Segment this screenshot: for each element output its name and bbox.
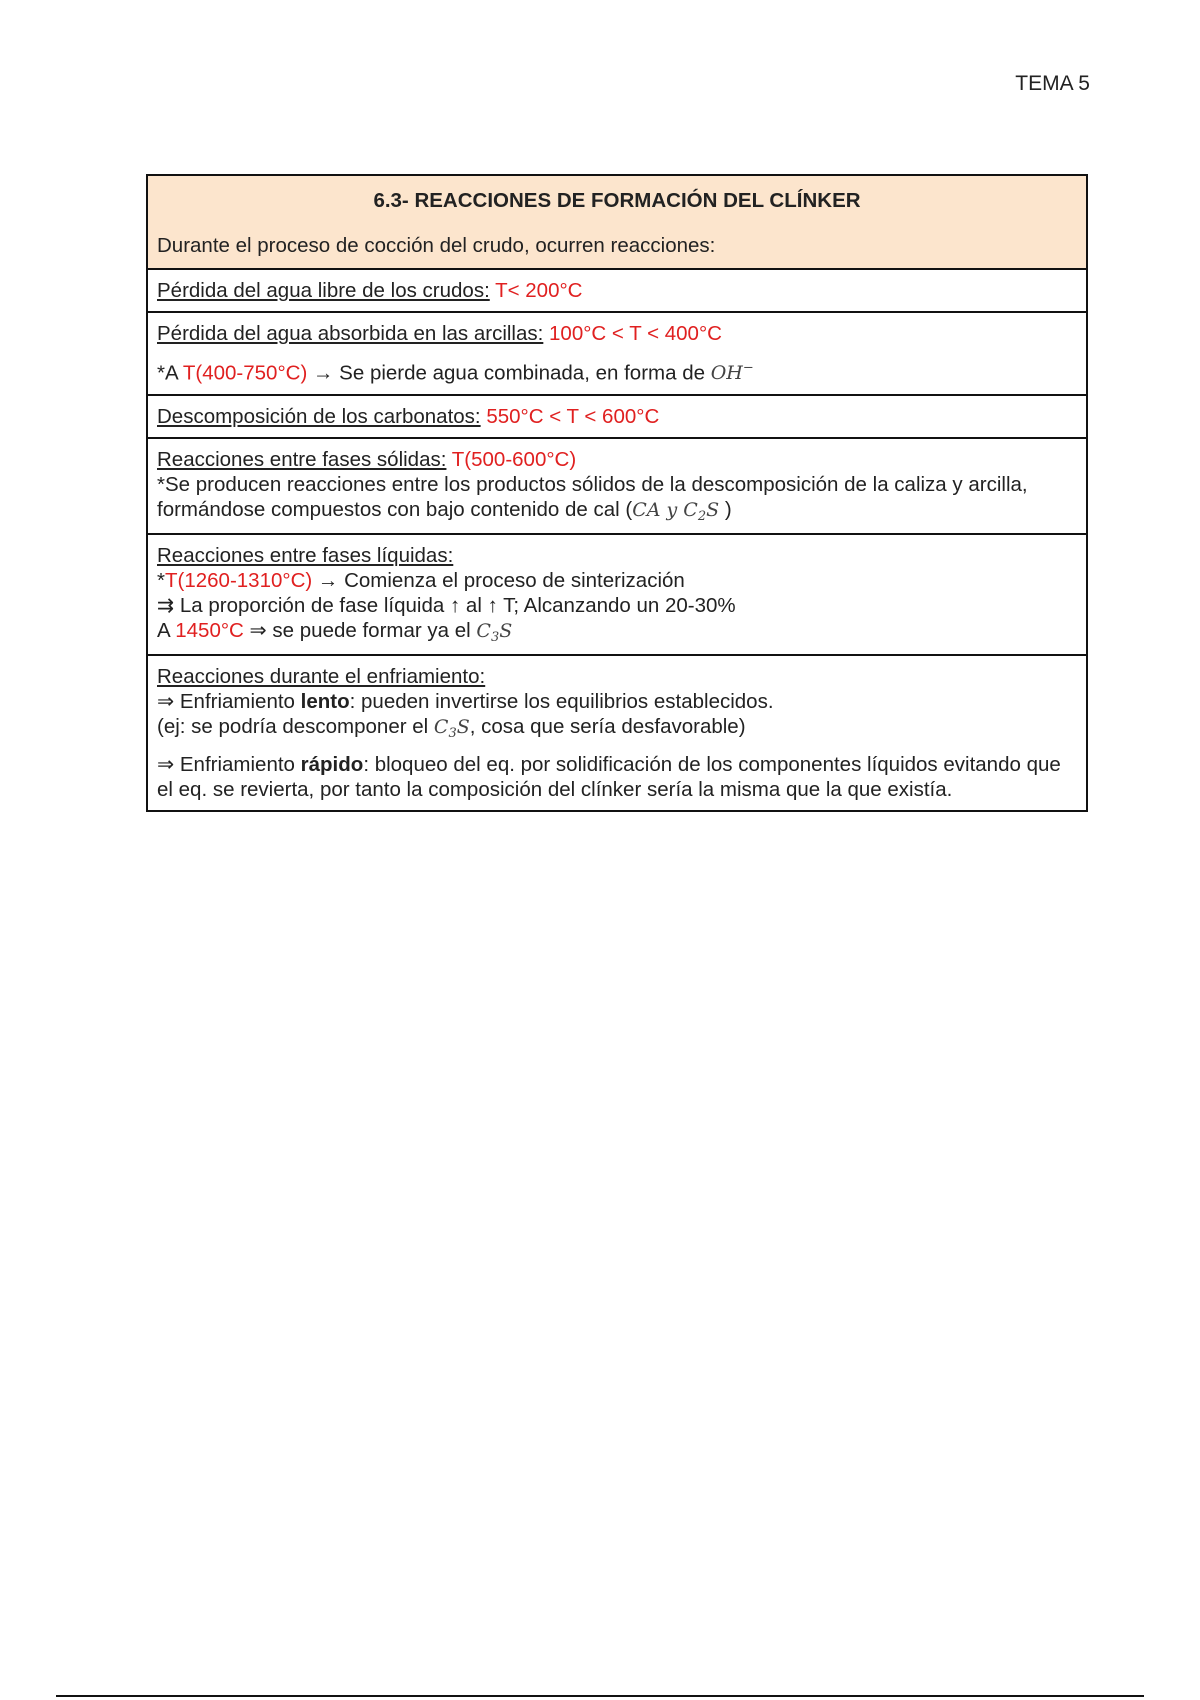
- c3s-formula: $C_3S$: [476, 620, 513, 646]
- row-temperature: T(500-600°C): [451, 448, 577, 472]
- table-row-solid-phases: Reacciones entre fases sólidas: T(500-600°C) *Se producen reacciones entre los productos sólidos de la descomposición de la caliza y arcilla, formándose compuestos con bajo contenido de cal (CA y $C_2S$ ): [148, 439, 1086, 535]
- row-label: Descomposición de los carbonatos:: [157, 405, 481, 429]
- row-temperature: T< 200°C: [495, 279, 583, 302]
- sintering-temperature: T(1260-1310°C): [164, 569, 313, 593]
- table-row-liquid-phases: Reacciones entre fases líquidas: *T(1260-1310°C) → Comienza el proceso de sinterización ⇉ La proporción de fase líquida ↑ al ↑ T; Alcanzando un 20-30% A 1450°C ⇒ se puede formar ya el $C_3S$: [148, 535, 1086, 656]
- table-row-absorbed-water: [148, 313, 1086, 396]
- row-label: Reacciones entre fases líquidas:: [157, 544, 454, 568]
- c3s-temperature: 1450°C: [175, 619, 244, 643]
- table-row-cooling: Reacciones durante el enfriamiento: ⇒ Enfriamiento lento: pueden invertirse los equilibrios establecidos. (ej: se podría descomponer el $C_3S$, cosa que sería desfavorable) ⇒ Enfriamiento rápido: bloqueo del eq. por solidificación de los componentes líquidos evitando que el eq. se revierta, por tanto la composición del clínker sería la misma que la que existía.: [157, 665, 1061, 802]
- footer-divider: [56, 1695, 1144, 1697]
- row-label: Pérdida del agua libre de los crudos:: [157, 279, 490, 302]
- solid-phase-text: *Se producen reacciones entre los productos sólidos de la descomposición de la caliza y arcilla, formándose compuestos con bajo contenido de cal (: [157, 473, 1028, 522]
- note-text: → Se pierde agua combinada, en forma de: [307, 361, 711, 385]
- intro-text: Durante el proceso de cocción del crudo, ocurren reacciones:: [157, 234, 716, 257]
- hydroxide-formula: OH−: [710, 361, 754, 385]
- row-temperature: 100°C < T < 400°C: [549, 322, 722, 345]
- table-row-free-water: [148, 270, 1086, 313]
- row-temperature: 550°C < T < 600°C: [486, 405, 660, 429]
- note-temperature: T(400-750°C): [182, 361, 308, 385]
- c3s-formula: $C_3S$: [433, 716, 470, 742]
- liquid-proportion-text: ⇉ La proporción de fase líquida ↑ al ↑ T; Alcanzando un 20-30%: [157, 594, 736, 618]
- solid-phase-formula: CA y $C_2S$: [632, 499, 720, 525]
- row-label: Pérdida del agua absorbida en las arcillas:: [157, 322, 544, 345]
- table-header-row: [148, 176, 1086, 270]
- slow-bold: lento: [300, 690, 350, 714]
- page-header-tema: TEMA 5: [1015, 72, 1090, 95]
- note-prefix: *A: [157, 361, 183, 385]
- table-row-carbonates: [148, 396, 1086, 439]
- row-label: Reacciones entre fases sólidas:: [157, 448, 447, 472]
- row-label: Reacciones durante el enfriamiento:: [157, 665, 486, 689]
- section-title: 6.3- REACCIONES DE FORMACIÓN DEL CLÍNKER: [373, 189, 861, 212]
- clinker-reactions-table: [146, 174, 1088, 812]
- fast-bold: rápido: [300, 753, 364, 777]
